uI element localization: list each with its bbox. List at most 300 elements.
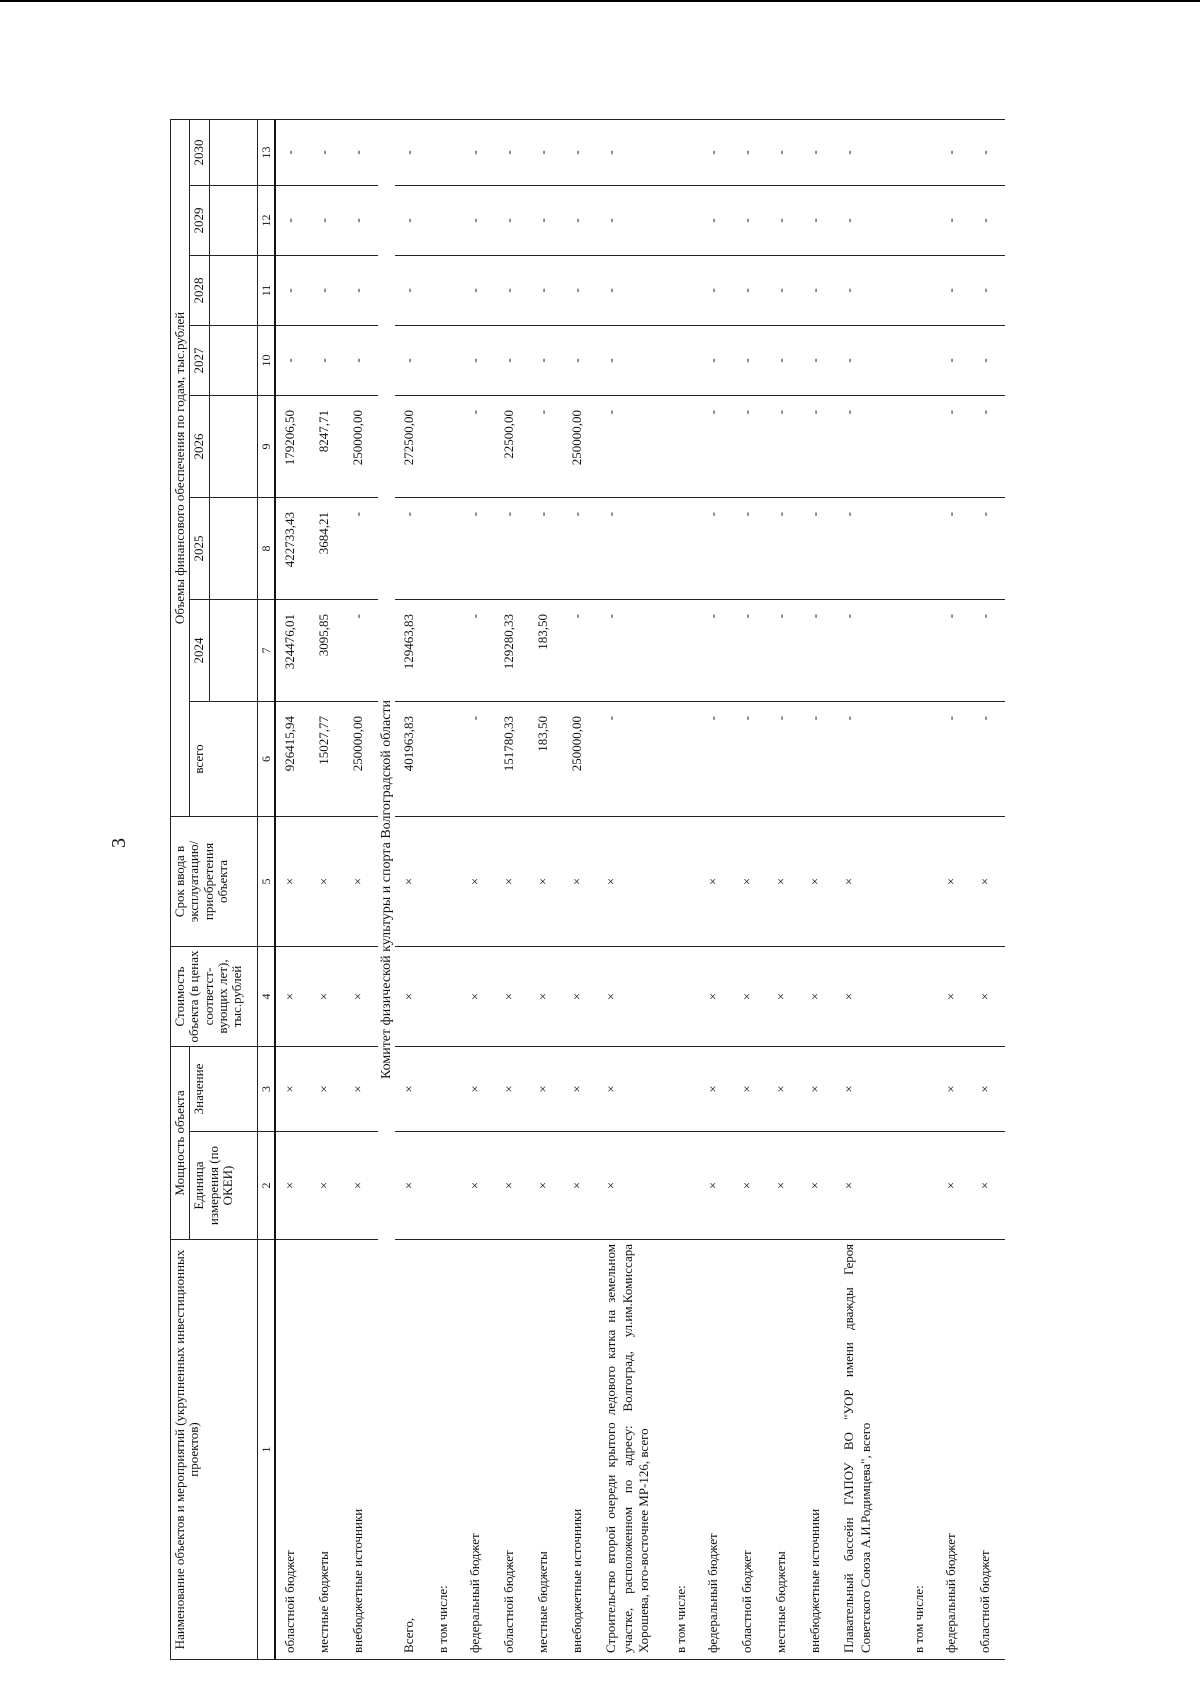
cell-c5: × [937, 816, 971, 946]
cell-c10: - [495, 325, 529, 395]
cell-c11: - [937, 255, 971, 325]
cell-c6: 183,50 [529, 701, 563, 816]
cell-c12 [429, 185, 461, 255]
cell-c5: × [733, 816, 767, 946]
column-number: 8 [258, 545, 273, 552]
cell-c8: - [835, 497, 905, 599]
table-row [801, 119, 835, 1659]
cell-c13: - [937, 119, 971, 185]
cell-c3: × [529, 1046, 563, 1131]
cell-c8: - [733, 497, 767, 599]
table-body-lower [395, 119, 1005, 1659]
cell-c3: × [801, 1046, 835, 1131]
cell-c9: - [699, 395, 733, 497]
cell-c5: × [461, 816, 495, 946]
cell-c13: - [310, 119, 344, 185]
cell-c13: - [529, 119, 563, 185]
cell-c4: × [461, 946, 495, 1046]
cell-c11: - [835, 255, 905, 325]
row-label: местные бюджеты [767, 1240, 801, 1660]
cell-c8: - [767, 497, 801, 599]
cell-c3: × [395, 1046, 429, 1131]
cell-c4: × [395, 946, 429, 1046]
cell-c13: - [395, 119, 429, 185]
table-row [429, 119, 461, 1659]
cell-c8: 3684,21 [310, 497, 344, 599]
cell-c6: 250000,00 [563, 701, 597, 816]
cell-c2: × [767, 1132, 801, 1240]
cell-c7 [429, 599, 461, 701]
cell-c7: - [344, 599, 378, 701]
column-number: 13 [258, 146, 273, 159]
table-row [529, 119, 563, 1659]
table-row [733, 119, 767, 1659]
cell-c2: × [597, 1132, 667, 1240]
cell-c9: - [835, 395, 905, 497]
row-label: областной бюджет [275, 1240, 310, 1660]
cell-c3: × [971, 1046, 1005, 1131]
cell-c7: - [461, 599, 495, 701]
cell-c2 [667, 1132, 699, 1240]
cell-c11: - [597, 255, 667, 325]
cell-c11 [905, 255, 937, 325]
cell-c11: - [495, 255, 529, 325]
row-label: местные бюджеты [310, 1240, 344, 1660]
column-number: 7 [258, 647, 273, 654]
cell-c5 [429, 816, 461, 946]
cell-c10: - [597, 325, 667, 395]
cell-c10: - [733, 325, 767, 395]
cell-c12 [905, 185, 937, 255]
table-row [461, 119, 495, 1659]
cell-c3: × [495, 1046, 529, 1131]
cell-c4: × [563, 946, 597, 1046]
cell-c8: - [395, 497, 429, 599]
cell-c5: × [344, 816, 378, 946]
column-number: 12 [258, 214, 273, 227]
row-label: Строительство второй очереди крытого ледового катка на земельном участке, расположенном по адресу: Волгоград, ул.им.Комиссара Хорошева, юго-восточнее МР-126, всего [597, 1240, 667, 1660]
cell-c7: - [767, 599, 801, 701]
cell-c11 [667, 255, 699, 325]
row-label: внебюджетные источники [801, 1240, 835, 1660]
cell-c5 [905, 816, 937, 946]
cell-c4: × [310, 946, 344, 1046]
cell-c7: - [971, 599, 1005, 701]
cell-c8 [429, 497, 461, 599]
cell-c12: - [344, 185, 378, 255]
cell-c4 [905, 946, 937, 1046]
cell-c2: × [563, 1132, 597, 1240]
row-label: местные бюджеты [529, 1240, 563, 1660]
cell-c8 [667, 497, 699, 599]
cell-c11: - [971, 255, 1005, 325]
cell-c13 [667, 119, 699, 185]
cell-c10: - [767, 325, 801, 395]
cell-c2: × [461, 1132, 495, 1240]
cell-c10: - [344, 325, 378, 395]
cell-c7: - [733, 599, 767, 701]
header-volumes: Объемы финансового обеспечения по годам, тыс.рублей [171, 119, 190, 816]
cell-c11: - [344, 255, 378, 325]
cell-c4: × [597, 946, 667, 1046]
cell-c8: - [971, 497, 1005, 599]
row-label: Всего, [395, 1240, 429, 1660]
cell-c4: × [275, 946, 310, 1046]
table-row [395, 119, 429, 1659]
cell-c9: - [937, 395, 971, 497]
cell-c7: 129463,83 [395, 599, 429, 701]
cell-c10: - [699, 325, 733, 395]
cell-c3: × [344, 1046, 378, 1131]
table-row [971, 119, 1005, 1659]
cell-c10: - [971, 325, 1005, 395]
cell-c11: - [461, 255, 495, 325]
cell-c6 [429, 701, 461, 816]
cell-c7: 3095,85 [310, 599, 344, 701]
cell-c11: - [275, 255, 310, 325]
cell-c8: - [699, 497, 733, 599]
column-number: 4 [258, 993, 273, 1000]
cell-c12: - [495, 185, 529, 255]
cell-c2: × [529, 1132, 563, 1240]
column-number: 10 [258, 354, 273, 367]
cell-c10: - [461, 325, 495, 395]
cell-c12: - [275, 185, 310, 255]
cell-c3 [905, 1046, 937, 1131]
table-row [699, 119, 733, 1659]
cell-c2: × [275, 1132, 310, 1240]
header-capacity: Мощность объекта [171, 1046, 190, 1239]
cell-c5: × [495, 816, 529, 946]
cell-c3: × [597, 1046, 667, 1131]
column-number: 5 [258, 878, 273, 885]
cell-c6: - [699, 701, 733, 816]
cell-c3: × [733, 1046, 767, 1131]
table-row [310, 119, 344, 1659]
cell-c8: - [495, 497, 529, 599]
cell-c12: - [563, 185, 597, 255]
cell-c6: - [461, 701, 495, 816]
cell-c6: - [801, 701, 835, 816]
cell-c5: × [699, 816, 733, 946]
cell-c9: 8247,71 [310, 395, 344, 497]
cell-c10: - [801, 325, 835, 395]
cell-c4: × [344, 946, 378, 1046]
cell-c4: × [767, 946, 801, 1046]
cell-c5: × [275, 816, 310, 946]
cell-c8: - [801, 497, 835, 599]
cell-c7: - [699, 599, 733, 701]
cell-c4: × [529, 946, 563, 1046]
header-year: 2027 [190, 325, 209, 395]
cell-c12 [667, 185, 699, 255]
section-row-group [378, 119, 396, 1659]
cell-c6: - [971, 701, 1005, 816]
cell-c7: - [597, 599, 667, 701]
cell-c4: × [971, 946, 1005, 1046]
cell-c8: - [597, 497, 667, 599]
cell-c2: × [395, 1132, 429, 1240]
cell-c12: - [529, 185, 563, 255]
row-label: в том числе: [905, 1240, 937, 1660]
cell-c9: 179206,50 [275, 395, 310, 497]
cell-c2: × [733, 1132, 767, 1240]
cell-c5: × [395, 816, 429, 946]
cell-c6: 926415,94 [275, 701, 310, 816]
cell-c7 [667, 599, 699, 701]
cell-c7: 324476,01 [275, 599, 310, 701]
financing-table [170, 119, 1005, 1660]
cell-c4 [667, 946, 699, 1046]
cell-c10: - [937, 325, 971, 395]
cell-c11: - [310, 255, 344, 325]
header-year: 2026 [190, 395, 209, 497]
cell-c11: - [395, 255, 429, 325]
header-year: 2030 [190, 119, 209, 185]
cell-c10: - [563, 325, 597, 395]
cell-c2: × [344, 1132, 378, 1240]
cell-c5: × [971, 816, 1005, 946]
cell-c4: × [801, 946, 835, 1046]
cell-c13: - [733, 119, 767, 185]
cell-c6: - [733, 701, 767, 816]
cell-c13: - [344, 119, 378, 185]
cell-c4: × [495, 946, 529, 1046]
cell-c11: - [801, 255, 835, 325]
row-label: областной бюджет [971, 1240, 1005, 1660]
cell-c2: × [835, 1132, 905, 1240]
table-row [905, 119, 937, 1659]
table-row [767, 119, 801, 1659]
cell-c12: - [699, 185, 733, 255]
cell-c10: - [310, 325, 344, 395]
cell-c2: × [971, 1132, 1005, 1240]
header-unit: Единица измерения (по ОКЕИ) [190, 1132, 257, 1240]
cell-c13: - [495, 119, 529, 185]
cell-c7: 183,50 [529, 599, 563, 701]
cell-c7 [905, 599, 937, 701]
cell-c12: - [767, 185, 801, 255]
cell-c8: 422733,43 [275, 497, 310, 599]
cell-c9 [905, 395, 937, 497]
row-label: в том числе: [667, 1240, 699, 1660]
cell-c12: - [801, 185, 835, 255]
row-label: в том числе: [429, 1240, 461, 1660]
column-number: 2 [258, 1182, 273, 1189]
cell-c10: - [275, 325, 310, 395]
cell-c7: - [563, 599, 597, 701]
cell-c13: - [275, 119, 310, 185]
cell-c5: × [835, 816, 905, 946]
cell-c12: - [597, 185, 667, 255]
row-label: внебюджетные источники [563, 1240, 597, 1660]
header-year: 2028 [190, 255, 209, 325]
cell-c6: 151780,33 [495, 701, 529, 816]
row-label: внебюджетные источники [344, 1240, 378, 1660]
rotated-table-container [170, 120, 1130, 1660]
table-header [171, 119, 275, 1659]
cell-c13: - [835, 119, 905, 185]
cell-c4: × [835, 946, 905, 1046]
cell-c8: - [529, 497, 563, 599]
top-border-line [0, 0, 1200, 2]
cell-c2: × [699, 1132, 733, 1240]
cell-c6: - [835, 701, 905, 816]
cell-c13: - [699, 119, 733, 185]
cell-c11: - [733, 255, 767, 325]
column-number: 11 [258, 284, 273, 297]
cell-c12: - [461, 185, 495, 255]
page-number: 3 [108, 838, 130, 848]
cell-c5: × [597, 816, 667, 946]
cell-c3 [667, 1046, 699, 1131]
cell-c2: × [937, 1132, 971, 1240]
cell-c9 [667, 395, 699, 497]
table-row [495, 119, 529, 1659]
section-title: Комитет физической культуры и спорта Волгоградской области [378, 119, 396, 1659]
cell-c7: - [835, 599, 905, 701]
row-label: областной бюджет [495, 1240, 529, 1660]
cell-c5: × [529, 816, 563, 946]
cell-c11: - [767, 255, 801, 325]
cell-c3: × [461, 1046, 495, 1131]
column-number: 6 [258, 755, 273, 762]
cell-c4: × [937, 946, 971, 1046]
cell-c3: × [563, 1046, 597, 1131]
cell-c9: - [733, 395, 767, 497]
header-term: Срок ввода в эксплуатацию/ приобретения объекта [171, 816, 258, 946]
cell-c3: × [767, 1046, 801, 1131]
column-number: 9 [258, 443, 273, 450]
cell-c4: × [699, 946, 733, 1046]
cell-c9: - [461, 395, 495, 497]
cell-c10: - [529, 325, 563, 395]
cell-c9 [429, 395, 461, 497]
cell-c3 [429, 1046, 461, 1131]
column-number: 3 [258, 1086, 273, 1092]
cell-c13: - [767, 119, 801, 185]
cell-c13: - [563, 119, 597, 185]
cell-c2: × [495, 1132, 529, 1240]
cell-c2 [905, 1132, 937, 1240]
cell-c13 [429, 119, 461, 185]
table-row [667, 119, 699, 1659]
cell-c10: - [835, 325, 905, 395]
cell-c6: 15027,77 [310, 701, 344, 816]
cell-c12: - [395, 185, 429, 255]
cell-c2 [429, 1132, 461, 1240]
cell-c4: × [733, 946, 767, 1046]
cell-c12: - [733, 185, 767, 255]
cell-c9: - [597, 395, 667, 497]
row-label: Плавательный бассейн ГАПОУ ВО "УОР имени дважды Героя Советского Союза А.И.Родимцева", всего [835, 1240, 905, 1660]
cell-c9: 22500,00 [495, 395, 529, 497]
cell-c8: - [344, 497, 378, 599]
cell-c5: × [563, 816, 597, 946]
row-label: областной бюджет [733, 1240, 767, 1660]
cell-c9: - [801, 395, 835, 497]
cell-c12: - [835, 185, 905, 255]
cell-c11: - [699, 255, 733, 325]
cell-c6: 401963,83 [395, 701, 429, 816]
cell-c8: - [563, 497, 597, 599]
cell-c6: - [767, 701, 801, 816]
table-row [937, 119, 971, 1659]
table-body-upper [275, 119, 378, 1659]
cell-c5: × [801, 816, 835, 946]
cell-c9: 272500,00 [395, 395, 429, 497]
column-number: 1 [258, 1446, 273, 1453]
row-label: федеральный бюджет [937, 1240, 971, 1660]
cell-c6 [667, 701, 699, 816]
cell-c7: - [937, 599, 971, 701]
cell-c6: 250000,00 [344, 701, 378, 816]
cell-c5: × [310, 816, 344, 946]
table-row [835, 119, 905, 1659]
cell-c12: - [971, 185, 1005, 255]
cell-c6: - [597, 701, 667, 816]
cell-c8: - [937, 497, 971, 599]
row-label: федеральный бюджет [699, 1240, 733, 1660]
cell-c13: - [597, 119, 667, 185]
cell-c10 [667, 325, 699, 395]
header-name: Наименование объектов и мероприятий (укрупненных инвестиционных проектов) [171, 1240, 258, 1660]
cell-c5: × [767, 816, 801, 946]
cell-c3: × [310, 1046, 344, 1131]
cell-c3: × [835, 1046, 905, 1131]
cell-c5 [667, 816, 699, 946]
cell-c11: - [529, 255, 563, 325]
cell-c9: - [767, 395, 801, 497]
cell-c9: - [529, 395, 563, 497]
cell-c7: - [801, 599, 835, 701]
cell-c13: - [461, 119, 495, 185]
cell-c10 [429, 325, 461, 395]
header-year: 2024 [190, 599, 209, 701]
cell-c6: - [937, 701, 971, 816]
cell-c4 [429, 946, 461, 1046]
cell-c2: × [801, 1132, 835, 1240]
header-value: Значение [190, 1046, 257, 1131]
header-year: 2025 [190, 497, 209, 599]
cell-c10: - [395, 325, 429, 395]
cell-c3: × [275, 1046, 310, 1131]
row-label: федеральный бюджет [461, 1240, 495, 1660]
cell-c3: × [937, 1046, 971, 1131]
cell-c3: × [699, 1046, 733, 1131]
header-year: 2029 [190, 185, 209, 255]
cell-c9: - [971, 395, 1005, 497]
cell-c12: - [310, 185, 344, 255]
cell-c6 [905, 701, 937, 816]
table-row [344, 119, 378, 1659]
cell-c2: × [310, 1132, 344, 1240]
table-row [275, 119, 310, 1659]
cell-c8: - [461, 497, 495, 599]
cell-c13: - [971, 119, 1005, 185]
table-row [597, 119, 667, 1659]
table-row [563, 119, 597, 1659]
cell-c7: 129280,33 [495, 599, 529, 701]
cell-c13: - [801, 119, 835, 185]
cell-c11 [429, 255, 461, 325]
cell-c12: - [937, 185, 971, 255]
cell-c10 [905, 325, 937, 395]
header-total: всего [190, 701, 257, 816]
cell-c9: 250000,00 [344, 395, 378, 497]
cell-c9: 250000,00 [563, 395, 597, 497]
header-cost: Стоимость объекта (в ценах соответст-вующих лет), тыс.рублей [171, 946, 258, 1046]
